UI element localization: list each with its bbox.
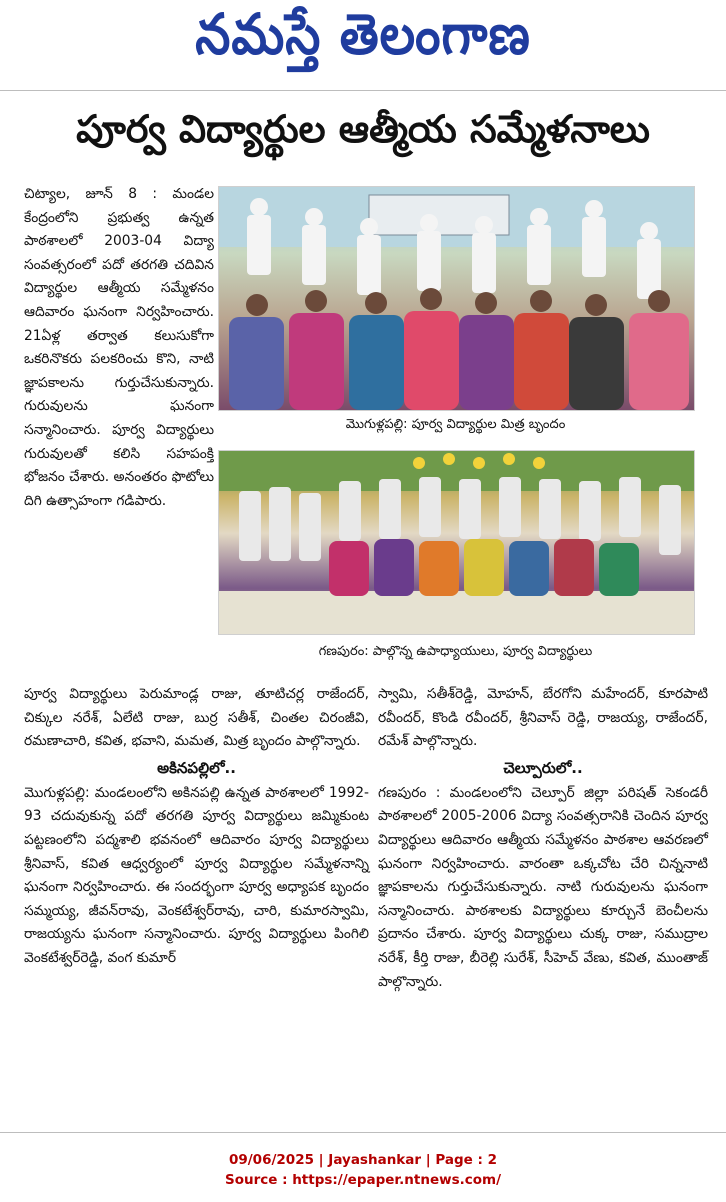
page-title: పూర్వ విద్యార్థుల ఆత్మీయ సమ్మేళనాలు bbox=[76, 107, 650, 151]
section-heading: చెల్పూరులో.. bbox=[503, 758, 583, 777]
photo-caption: గణపురం: పాల్గొన్న ఉపాధ్యాయులు, పూర్వ విద్యార్థులు bbox=[318, 644, 593, 659]
footer-source: Source : https://epaper.ntnews.com/ bbox=[224, 1172, 502, 1188]
article-right-column bbox=[378, 683, 708, 994]
article-paragraph: స్వామి, సతీశ్‌రెడ్డి, మోహన్, బేరగోని మహేందర్, కూరపాటి రవీందర్, కొండి రవీందర్, శ్రీనివాస్ రెడ్డి, రాజయ్య, రాజేందర్, రమేశ్ పాల్గొన్నారు. bbox=[378, 686, 708, 750]
footer-date-edition: 09/06/2025 | Jayashankar | Page : 2 bbox=[228, 1152, 498, 1168]
photo-caption: మొగుళ్లపల్లి: పూర్వ విద్యార్థుల మిత్ర బృందం bbox=[345, 417, 566, 432]
photo-illustration bbox=[219, 451, 694, 634]
article-paragraph: పూర్వ విద్యార్థులు పెరుమాండ్ల రాజు, తూటిచర్ల రాజేందర్, చిక్కుల నరేశ్, ఏలేటి రాజు, బుర్ర సతీశ్, చింతల చిరంజీవి, రమణాచారి, కవిత, భవాని, మమత, మిత్ర బృందం పాల్గొన్నారు. bbox=[24, 686, 369, 750]
article-intro-column bbox=[24, 183, 214, 513]
group-photo-ganapuram bbox=[218, 450, 695, 635]
article-intro: చిట్యాల, జూన్ 8 : మండల కేంద్రంలోని ప్రభుత్వ ఉన్నత పాఠశాలలో 2003-04 విద్యా సంవత్సరంలో పదో తరగతి చదివిన విద్యార్థుల ఆత్మీయ సమ్మేళనం ఆదివారం ఘనంగా నిర్వహించారు. 21ఏళ్ల తర్వాత కలుసుకోగా ఒకరినొకరు పలకరించు కొని, నాటి జ్ఞాపకాలను గుర్తుచేసుకున్నారు. గురువులను ఘనంగా సన్మానించారు. పూర్వ విద్యార్థులు గురువులతో కలిసి సహపంక్తి భోజనం చేశారు. అనంతరం ఫొటోలు దిగి ఉత్సాహంగా గడిపారు. bbox=[24, 186, 215, 509]
section-heading: అకినపల్లిలో.. bbox=[157, 758, 236, 777]
masthead bbox=[0, 0, 726, 82]
photo-illustration bbox=[219, 187, 694, 410]
group-photo-mogullapalli bbox=[218, 186, 695, 411]
newspaper-logo: నమస్తే తెలంగాణ bbox=[195, 1, 531, 67]
article-paragraph: గణపురం : మండలంలోని చెల్పూర్ జిల్లా పరిషత్ సెకండరీ పాఠశాలలో 2005-2006 విద్యా సంవత్సరానికి చెందిన పూర్వ విద్యార్థులు ఆదివారం ఆత్మీయ సమ్మేళనం పాఠశాల ఆవరణలో ఘనంగా నిర్వహించారు. వారంతా ఒక్కచోట చేరి చిన్ననాటి జ్ఞాపకాలను గుర్తుచేసుకున్నారు. నాటి గురువులను ఘనంగా సన్మానించారు. పాఠశాలకు విద్యార్థులు కూర్చునే బెంచీలను ప్రదానం చేశారు. పూర్వ విద్యార్థులు చుక్క రాజు, సముద్రాల నరేశ్, కీర్తి రాజు, బీరెల్లి సురేశ్, సీహెచ్ వేణు, కవిత, ముంతాజ్ పాల్గొన్నారు. bbox=[378, 784, 708, 990]
divider bbox=[0, 1132, 726, 1133]
article-left-column bbox=[24, 683, 369, 971]
divider bbox=[0, 90, 726, 91]
article-paragraph: మొగుళ్లపల్లి: మండలంలోని అకినపల్లి ఉన్నత పాఠశాలలో 1992-93 చదువుకున్న పదో తరగతి పూర్వ విద్యార్థులు జమ్మికుంట పట్టణంలోని పద్మశాలి భవనంలో ఆదివారం పూర్వ విద్యార్థులు శ్రీనివాస్, కవిత ఆధ్వర్యంలో పూర్వ విద్యార్థుల సమ్మేళనాన్ని ఘనంగా నిర్వహించారు. ఈ సందర్భంగా పూర్వ అధ్యాపక బృందం సమ్మయ్య, జీవన్‌రావు, వెంకటేశ్వర్‌రావు, చారి, కుమారస్వామి, రాజయ్యను ఘనంగా సన్మానించారు. పూర్వ విద్యార్థులు పింగిలి వెంకటేశ్వర్‌రెడ్డి, వంగ కుమార్ bbox=[24, 784, 369, 966]
